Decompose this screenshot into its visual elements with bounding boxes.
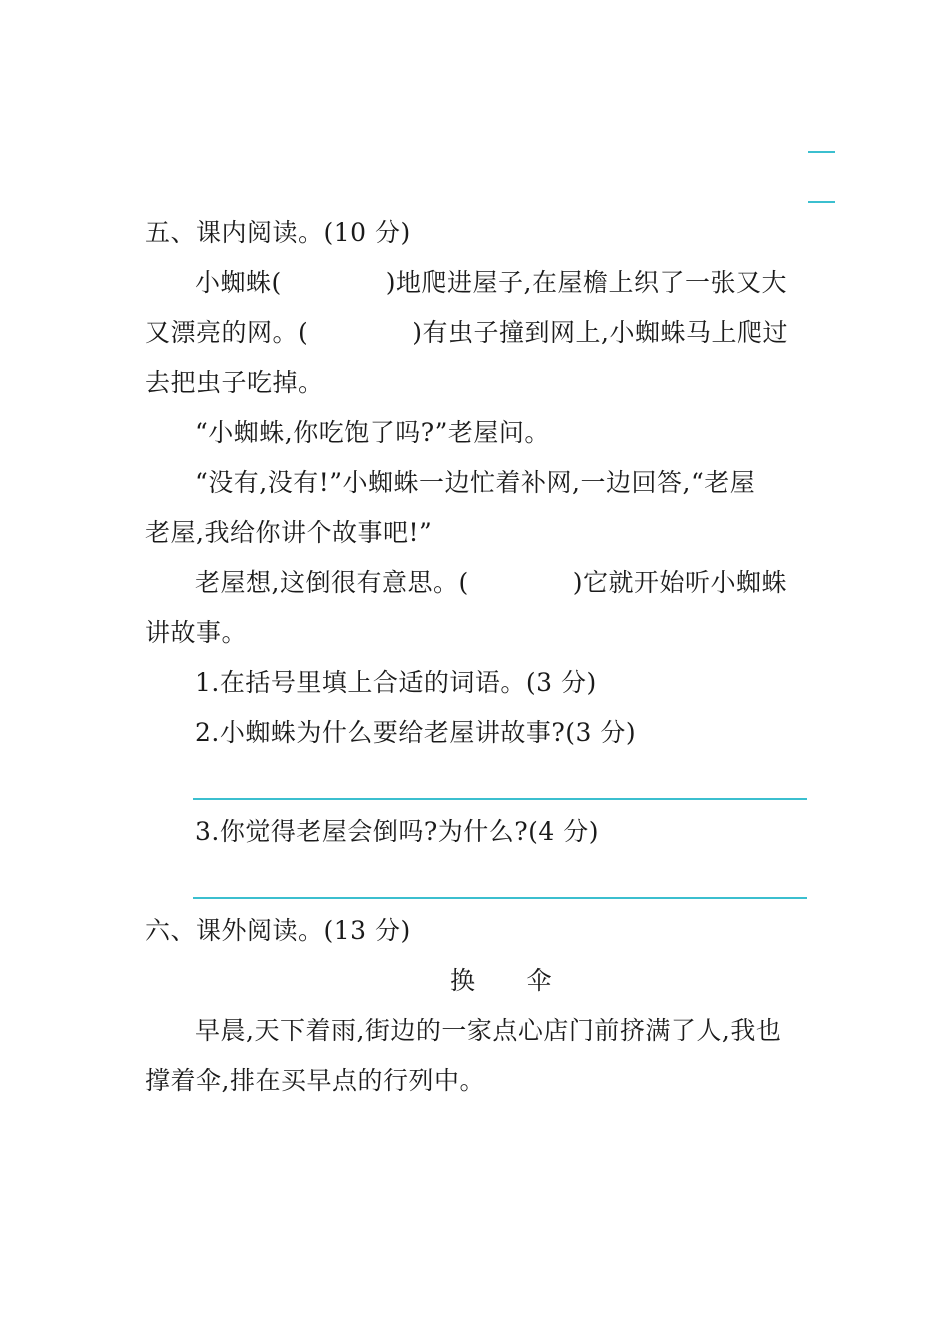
- question-3: 3.你觉得老屋会倒吗?为什么?(4 分): [195, 817, 600, 846]
- passage-line-7: [195, 566, 787, 600]
- question-2: 2.小蜘蛛为什么要给老屋讲故事?(3 分): [195, 718, 637, 747]
- margin-mark-top: [808, 151, 835, 153]
- section6-heading: 六、课外阅读。(13 分): [145, 916, 411, 945]
- passage-line-7-start: 老屋想,这倒很有意思。(: [195, 568, 469, 597]
- answer-line-q3[interactable]: [193, 897, 807, 899]
- passage-line-5: “没有,没有!”小蜘蛛一边忙着补网,一边回答,“老屋: [195, 468, 756, 497]
- story-line-1: 早晨,天下着雨,街边的一家点心店门前挤满了人,我也: [195, 1016, 782, 1045]
- story-line-2: 撑着伞,排在买早点的行列中。: [145, 1066, 485, 1095]
- passage-line-7-end: )它就开始听小蜘蛛: [572, 568, 787, 597]
- passage-line-6: 老屋,我给你讲个故事吧!”: [145, 518, 433, 547]
- question-1: 1.在括号里填上合适的词语。(3 分): [195, 668, 597, 697]
- passage-line-3: 去把虫子吃掉。: [145, 368, 324, 397]
- passage-line-2-start: 又漂亮的网。(: [145, 318, 309, 347]
- passage-line-1: [195, 266, 787, 300]
- story-title: 换 伞: [450, 966, 553, 995]
- passage-line-8: 讲故事。: [145, 618, 248, 647]
- answer-line-q2[interactable]: [193, 798, 807, 800]
- passage-line-1-end: )地爬进屋子,在屋檐上织了一张又大: [385, 268, 787, 297]
- passage-line-4: “小蜘蛛,你吃饱了吗?”老屋问。: [195, 418, 550, 447]
- margin-mark-bottom: [808, 201, 835, 203]
- passage-line-2-end: )有虫子撞到网上,小蜘蛛马上爬过: [412, 318, 788, 347]
- passage-line-2: [145, 316, 788, 350]
- passage-line-1-start: 小蜘蛛(: [195, 268, 282, 297]
- section5-heading: 五、课内阅读。(10 分): [145, 218, 411, 247]
